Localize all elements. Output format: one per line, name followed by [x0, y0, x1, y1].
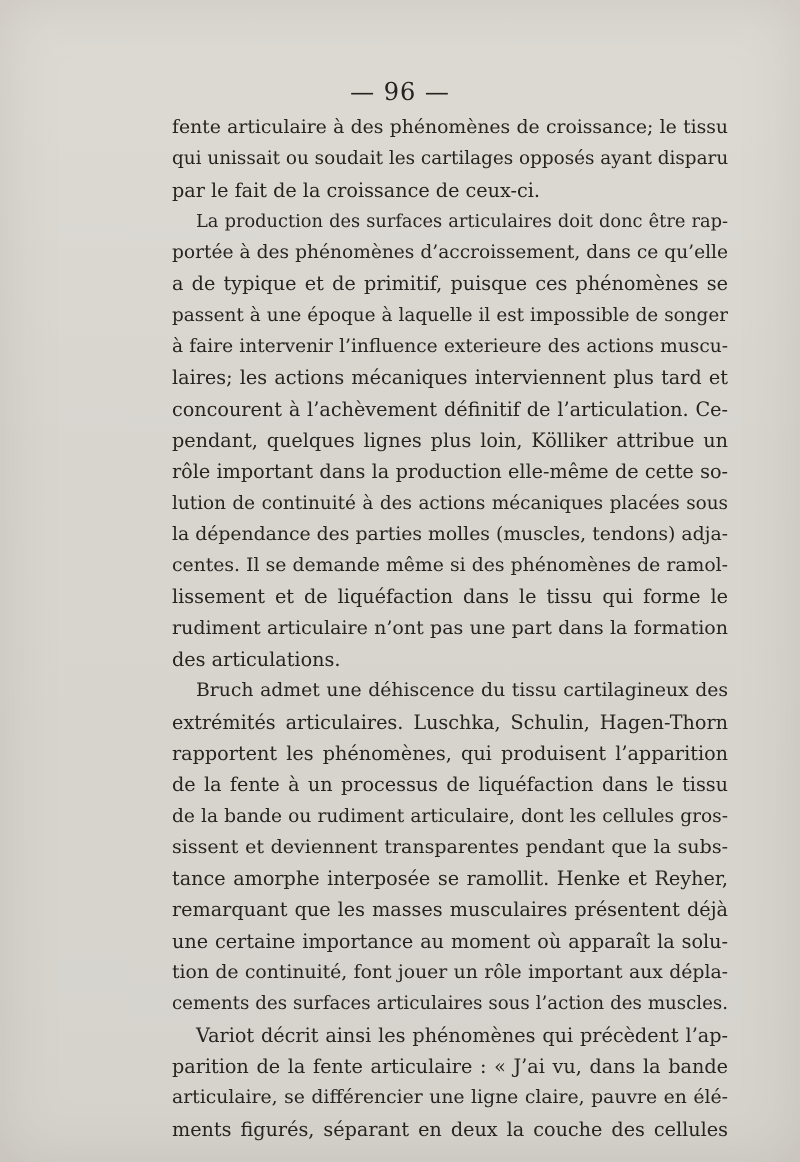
text-line: La production des surfaces articulaires doit donc être rap- — [196, 210, 728, 232]
text-line: ments figurés, séparant en deux la couche des cellules — [172, 1117, 728, 1141]
text-line: de la bande ou rudiment articulaire, dont les cellules gros- — [172, 805, 728, 827]
text-line: remarquant que les masses musculaires présentent déjà — [172, 898, 728, 922]
text-line: cements des surfaces articulaires sous l’action des muscles. — [172, 993, 728, 1015]
text-line: laires; les actions mécaniques interviennent plus tard et — [172, 366, 728, 390]
text-line: de la fente à un processus de liquéfaction dans le tissu — [172, 773, 728, 797]
text-line: parition de la fente articulaire : « J’ai vu, dans la bande — [172, 1054, 728, 1078]
text-line: articulaire, se différencier une ligne claire, pauvre en élé- — [172, 1087, 728, 1109]
text-line: lution de continuité à des actions mécaniques placées sous — [172, 492, 728, 514]
text-line: tion de continuité, font jouer un rôle important aux dépla- — [172, 962, 728, 984]
text-line: rôle important dans la production elle-même de cette so- — [172, 460, 728, 484]
text-line: extrémités articulaires. Luschka, Schulin, Hagen-Thorn — [172, 710, 728, 734]
text-line: rapportent les phénomènes, qui produisent l’apparition — [172, 741, 728, 765]
text-line: par le fait de la croissance de ceux-ci. — [172, 178, 540, 202]
text-line: rudiment articulaire n’ont pas une part dans la formation — [172, 616, 728, 639]
text-line: a de typique et de primitif, puisque ces phénomènes se — [172, 272, 728, 296]
text-line: qui unissait ou soudait les cartilages opposés ayant disparu — [172, 148, 728, 170]
page-number: — 96 — — [350, 78, 450, 106]
text-line: tance amorphe interposée se ramollit. Henke et Reyher, — [172, 867, 728, 891]
text-line: centes. Il se demande même si des phénomènes de ramol- — [172, 555, 728, 577]
text-line: sissent et deviennent transparentes pendant que la subs- — [172, 835, 728, 858]
text-line: lissement et de liquéfaction dans le tissu qui forme le — [172, 585, 728, 609]
text-line: une certaine importance au moment où apparaît la solu- — [172, 929, 728, 953]
text-line: fente articulaire à des phénomènes de croissance; le tissu — [172, 117, 728, 138]
body-text — [172, 112, 728, 1145]
text-line: des articulations. — [172, 648, 341, 672]
text-line: à faire intervenir l’influence exterieure des actions muscu- — [172, 336, 728, 358]
text-line: passent à une époque à laquelle il est impossible de songer — [172, 304, 728, 326]
text-line: Variot décrit ainsi les phénomènes qui précèdent l’ap- — [196, 1023, 728, 1047]
text-line: la dépendance des parties molles (muscles, tendons) adja- — [172, 523, 728, 545]
text-line: pendant, quelques lignes plus loin, Kölliker attribue un — [172, 428, 728, 452]
text-line: portée à des phénomènes d’accroissement, dans ce qu’elle — [172, 242, 728, 264]
text-line: Bruch admet une déhiscence du tissu cartilagineux des — [196, 680, 728, 702]
text-line: concourent à l’achèvement définitif de l’articulation. Ce- — [172, 397, 728, 421]
